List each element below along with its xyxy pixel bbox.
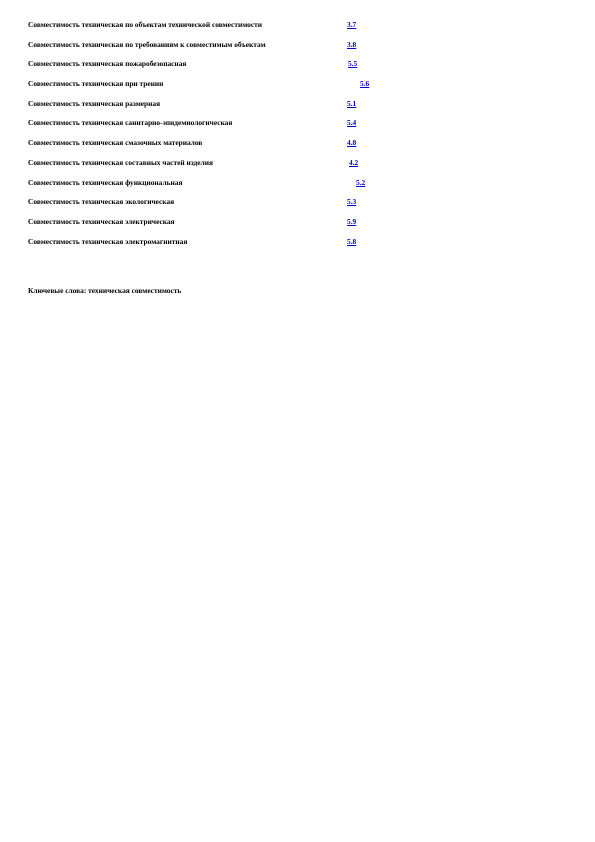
index-ref-link[interactable]: 4.2 xyxy=(349,157,359,167)
index-entry xyxy=(28,237,548,257)
index-term: Совместимость техническая по объектам технической совместимости xyxy=(28,20,263,29)
index-entry xyxy=(28,20,548,40)
index-ref-link[interactable]: 5.2 xyxy=(356,177,366,187)
index-term: Совместимость техническая функциональная xyxy=(28,177,183,187)
index-ref-link[interactable]: 5.9 xyxy=(347,216,357,226)
index-ref-link[interactable]: 4.8 xyxy=(347,138,357,148)
index-entry xyxy=(28,138,548,158)
index-term: Совместимость техническая санитарно-эпидемиологическая xyxy=(28,118,233,128)
index-ref-link[interactable]: 5.1 xyxy=(347,98,357,108)
index-entry xyxy=(28,158,548,178)
index-ref-link[interactable]: 3.8 xyxy=(347,39,357,49)
index-term: Совместимость техническая при трении xyxy=(28,79,164,89)
index-ref-link[interactable]: 5.3 xyxy=(347,197,357,207)
index-term: Совместимость техническая электромагнитная xyxy=(28,236,188,246)
keywords-line: Ключевые слова: техническая совместимость xyxy=(28,286,182,295)
index-entry xyxy=(28,217,548,237)
index-term: Совместимость техническая размерная xyxy=(28,98,161,108)
index-entry xyxy=(28,79,548,99)
index-entry xyxy=(28,59,548,79)
alphabetical-index xyxy=(28,20,548,256)
index-term: Совместимость техническая составных частей изделия xyxy=(28,157,213,167)
index-term: Совместимость техническая электрическая xyxy=(28,216,175,226)
index-term: Совместимость техническая по требованиям к совместимым объектам xyxy=(28,39,266,49)
index-entry xyxy=(28,178,548,198)
index-entry xyxy=(28,99,548,119)
index-entry xyxy=(28,197,548,217)
index-entry xyxy=(28,40,548,60)
index-ref-link[interactable]: 3.7 xyxy=(347,20,357,29)
index-ref-link[interactable]: 5.8 xyxy=(347,236,357,246)
index-term: Совместимость техническая смазочных материалов xyxy=(28,138,203,148)
index-ref-link[interactable]: 5.5 xyxy=(348,59,358,69)
index-entry xyxy=(28,118,548,138)
index-ref-link[interactable]: 5.4 xyxy=(347,118,357,128)
index-ref-link[interactable]: 5.6 xyxy=(360,79,370,89)
index-term: Совместимость техническая экологическая xyxy=(28,197,175,207)
index-term: Совместимость техническая пожаробезопасная xyxy=(28,59,187,69)
